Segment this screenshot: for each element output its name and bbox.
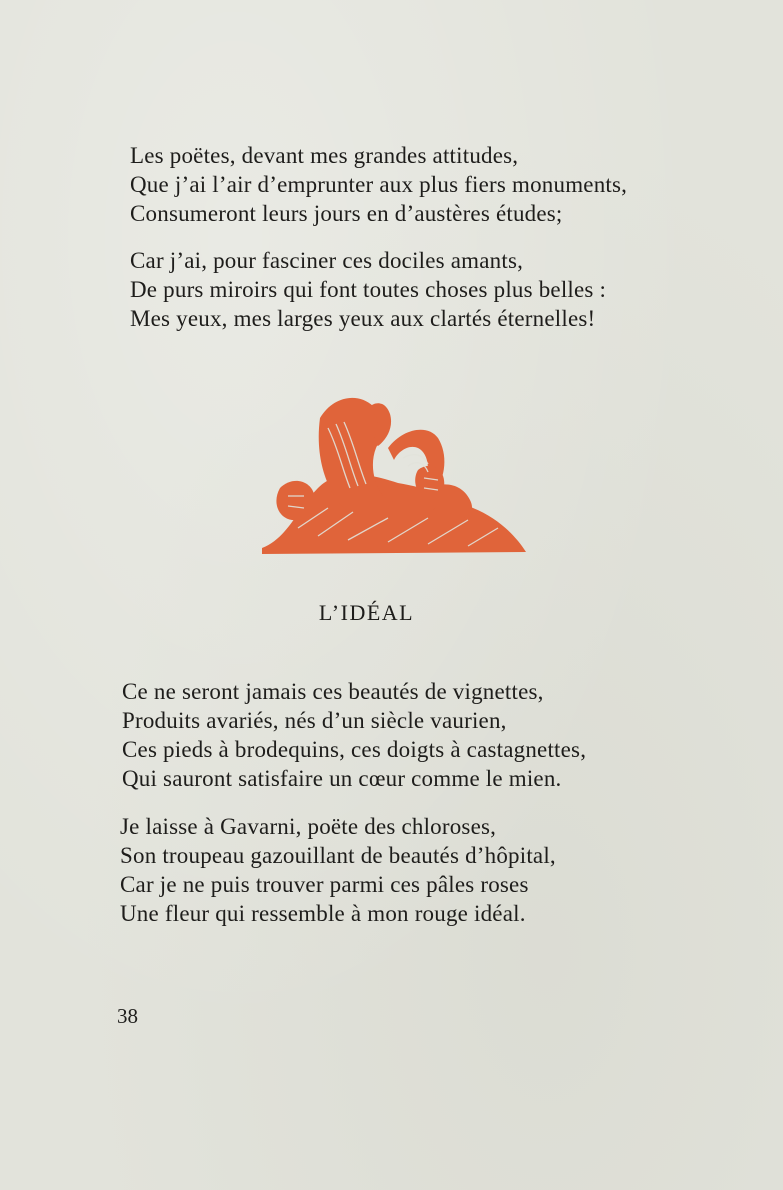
- reclining-figure-woodcut-icon: [258, 388, 530, 558]
- poem-title: L’IDÉAL: [318, 600, 415, 625]
- poem-stanza-2: [130, 246, 606, 333]
- verse-line: Les poëtes, devant mes grandes attitudes,: [130, 143, 519, 168]
- verse-line: Consumeront leurs jours en d’austères études;: [130, 201, 563, 226]
- poem-stanza-3: [122, 677, 586, 793]
- verse-line: Produits avariés, nés d’un siècle vaurien,: [122, 708, 507, 733]
- verse-line: Je laisse à Gavarni, poëte des chloroses,: [120, 814, 497, 839]
- verse-line: Une fleur qui ressemble à mon rouge idéal.: [120, 901, 526, 926]
- verse-line: Car j’ai, pour fasciner ces dociles amants,: [130, 248, 524, 273]
- verse-line: Qui sauront satisfaire un cœur comme le mien.: [122, 766, 562, 791]
- poem-stanza-4: [120, 812, 556, 928]
- poem-stanza-1: [130, 141, 627, 228]
- verse-line: Que j’ai l’air d’emprunter aux plus fiers monuments,: [130, 172, 628, 197]
- verse-line: Son troupeau gazouillant de beautés d’hôpital,: [120, 843, 556, 868]
- verse-line: Mes yeux, mes larges yeux aux clartés éternelles!: [130, 306, 596, 331]
- verse-line: Car je ne puis trouver parmi ces pâles roses: [120, 872, 529, 897]
- verse-line: Ces pieds à brodequins, ces doigts à castagnettes,: [122, 737, 587, 762]
- verse-line: De purs miroirs qui font toutes choses plus belles :: [130, 277, 607, 302]
- verse-line: Ce ne seront jamais ces beautés de vignettes,: [122, 679, 544, 704]
- page-number: 38: [117, 1004, 138, 1028]
